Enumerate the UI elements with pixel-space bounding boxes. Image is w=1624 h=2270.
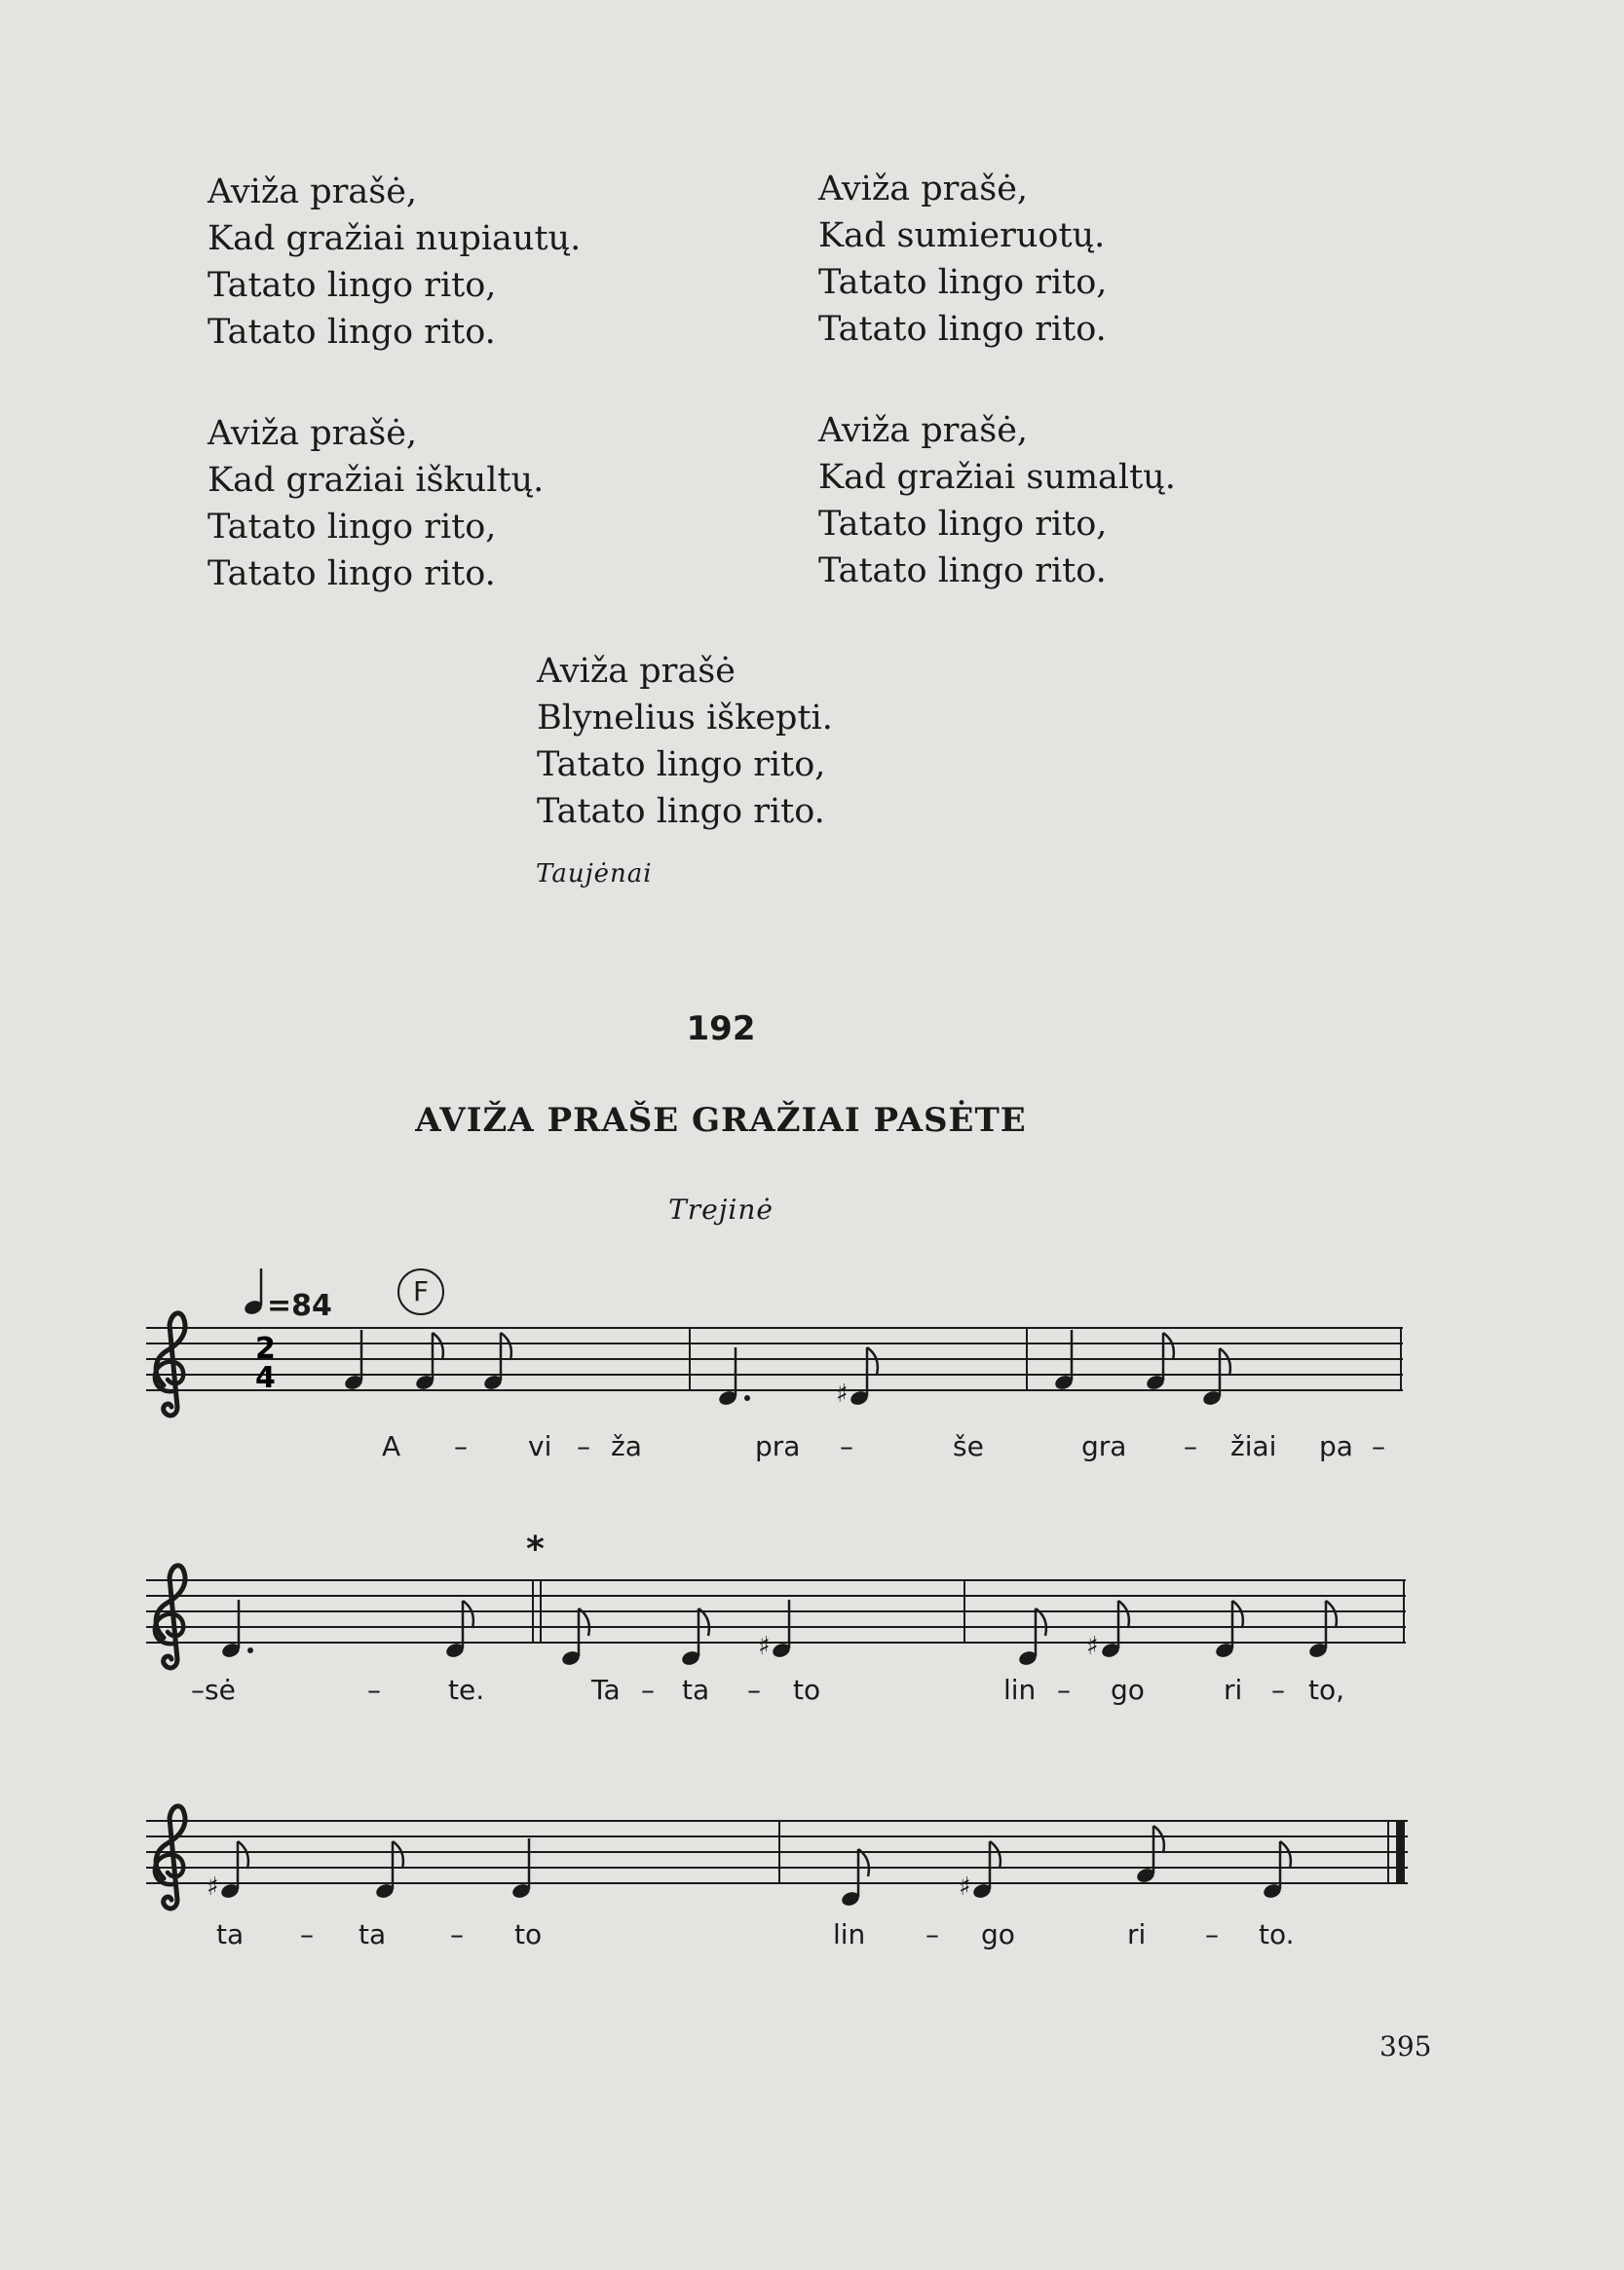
stanza-line: Tatato lingo rito. bbox=[818, 551, 1107, 590]
lyric-syllable: –sė bbox=[191, 1674, 236, 1706]
stanza-line: Aviža prašė bbox=[537, 652, 736, 691]
stanza-line: Tatato lingo rito, bbox=[208, 508, 497, 547]
staff-system-1 bbox=[146, 1313, 1403, 1462]
stanza-line: Tatato lingo rito, bbox=[208, 266, 497, 305]
staff-lines bbox=[146, 1580, 1406, 1643]
lyric-syllable: – bbox=[1205, 1918, 1219, 1950]
lyrics-system-1 bbox=[382, 1430, 1385, 1462]
lyric-syllable: – bbox=[1372, 1430, 1385, 1462]
lyric-syllable: – bbox=[577, 1430, 590, 1462]
notes-system-3 bbox=[207, 1821, 1405, 1908]
lyric-syllable: lin bbox=[1003, 1674, 1037, 1706]
stanza-line: Kad gražiai iškultų. bbox=[208, 461, 545, 500]
lyric-syllable: – bbox=[454, 1430, 468, 1462]
lyric-syllable: to bbox=[514, 1918, 543, 1950]
lyric-syllable: te. bbox=[448, 1674, 485, 1706]
stanza-line: Aviža prašė, bbox=[818, 411, 1029, 450]
time-signature-top: 2 bbox=[255, 1332, 276, 1366]
lyric-syllable: – bbox=[925, 1918, 939, 1950]
lyric-syllable: go bbox=[981, 1918, 1015, 1950]
lyric-syllable: go bbox=[1111, 1674, 1145, 1706]
notes-system-1 bbox=[343, 1328, 1401, 1409]
lyric-syllable: to, bbox=[1308, 1674, 1345, 1706]
stanza-line: Aviža prašė, bbox=[818, 170, 1029, 208]
lyric-syllable: še bbox=[953, 1430, 984, 1462]
lyric-syllable: – bbox=[1271, 1674, 1285, 1706]
lyrics-system-3 bbox=[216, 1918, 1295, 1950]
stanza-line: Tatato lingo rito, bbox=[818, 263, 1108, 302]
stanza-line: Tatato lingo rito, bbox=[537, 745, 826, 784]
stanza-line: Tatato lingo rito. bbox=[537, 792, 825, 831]
staff-system-2 bbox=[146, 1530, 1406, 1706]
lyric-syllable: – bbox=[450, 1918, 464, 1950]
repeat-asterisk: * bbox=[526, 1530, 545, 1570]
staff-lines bbox=[146, 1328, 1403, 1390]
stanza-line: Tatato lingo rito. bbox=[208, 554, 496, 593]
lyric-syllable: ta bbox=[682, 1674, 710, 1706]
sharp-icon: ♯ bbox=[758, 1632, 771, 1661]
tempo-value: =84 bbox=[267, 1289, 332, 1323]
source-location: Taujėnai bbox=[536, 859, 653, 889]
stanza-line: Kad gražiai nupiautų. bbox=[208, 219, 582, 258]
notes-system-2 bbox=[220, 1580, 1404, 1667]
page-number: 395 bbox=[1379, 2030, 1432, 2062]
lyric-syllable: – bbox=[367, 1674, 381, 1706]
lyric-syllable: Ta bbox=[591, 1674, 621, 1706]
time-signature-bottom: 4 bbox=[255, 1361, 276, 1395]
lyric-syllable: pa bbox=[1319, 1430, 1353, 1462]
lyric-syllable: ri bbox=[1224, 1674, 1243, 1706]
lyric-syllable: vi bbox=[528, 1430, 552, 1462]
stanza-line: Kad sumieruotų. bbox=[818, 216, 1106, 255]
lyric-syllable: pra bbox=[755, 1430, 801, 1462]
lyric-syllable: gra bbox=[1081, 1430, 1127, 1462]
key-label-circle: F bbox=[397, 1268, 444, 1315]
stanza-line: Tatato lingo rito. bbox=[208, 313, 496, 352]
meter-label: Trejinė bbox=[668, 1193, 774, 1226]
lyric-syllable: – bbox=[300, 1918, 314, 1950]
stanza-line: Tatato lingo rito. bbox=[818, 310, 1107, 349]
lyric-syllable: A bbox=[382, 1430, 401, 1462]
stanza-line: Blynelius iškepti. bbox=[537, 699, 833, 738]
staff-lines bbox=[146, 1821, 1408, 1883]
stanza-line: Aviža prašė, bbox=[208, 414, 418, 453]
lyric-syllable: – bbox=[747, 1674, 761, 1706]
staff-system-3 bbox=[146, 1806, 1408, 1950]
sharp-icon: ♯ bbox=[959, 1873, 971, 1902]
lyric-syllable: žiai bbox=[1230, 1430, 1277, 1462]
lyric-syllable: ri bbox=[1127, 1918, 1147, 1950]
lyric-syllable: – bbox=[641, 1674, 655, 1706]
lyric-syllable: – bbox=[1184, 1430, 1197, 1462]
sharp-icon: ♯ bbox=[836, 1380, 849, 1409]
lyric-syllable: ta bbox=[359, 1918, 387, 1950]
lyric-syllable: – bbox=[1057, 1674, 1071, 1706]
song-number: 192 bbox=[686, 1009, 756, 1048]
lyric-syllable: to bbox=[793, 1674, 821, 1706]
lyric-syllable: to. bbox=[1259, 1918, 1295, 1950]
lyrics-system-2 bbox=[191, 1674, 1344, 1706]
lyric-syllable: lin bbox=[833, 1918, 866, 1950]
lyric-syllable: – bbox=[840, 1430, 853, 1462]
sharp-icon: ♯ bbox=[207, 1873, 219, 1902]
stanza-line: Aviža prašė, bbox=[208, 172, 418, 211]
stanza-line: Tatato lingo rito, bbox=[818, 505, 1108, 544]
stanza-line: Kad gražiai sumaltų. bbox=[818, 458, 1176, 497]
song-title: AVIŽA PRAŠE GRAŽIAI PASĖTE bbox=[415, 1101, 1027, 1140]
lyric-syllable: ta bbox=[216, 1918, 245, 1950]
sharp-icon: ♯ bbox=[1086, 1632, 1099, 1661]
lyric-syllable: ža bbox=[611, 1430, 642, 1462]
